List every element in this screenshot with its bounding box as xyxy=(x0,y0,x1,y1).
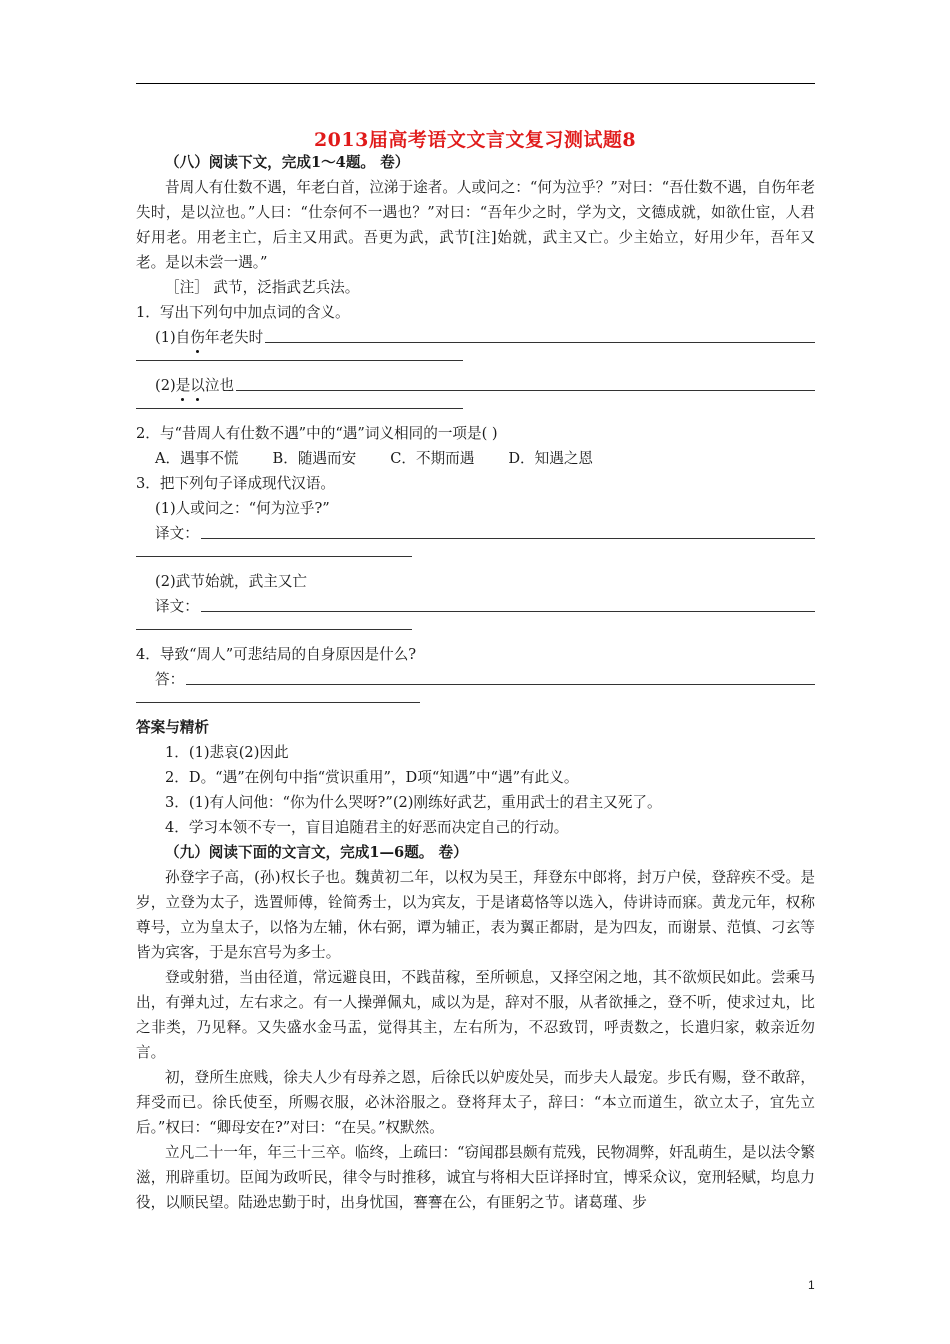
page-number: 1 xyxy=(808,1278,815,1292)
document-body xyxy=(136,150,815,1215)
question-2-stem: 2．与“昔周人有仕数不遇”中的“遇”词义相同的一项是( ) xyxy=(136,425,498,442)
question-3-item-1: (1)人或问之：“何为泣乎?” xyxy=(155,500,330,517)
section9-paragraph-4: 立凡二十一年，年三十三卒。临终，上疏曰：“窃闻郡县颇有荒残，民物凋弊，奸乱萌生，是以法令繁滋，刑辟重切。臣闻为政听民，律令与时推移，诚宜与将相大臣详择时宜，博采众议，宽刑轻赋，均息力役，以顺民望。陆逊忠勤于时，出身忧国，謇謇在公，有匪躬之节。诸葛瑾、步 xyxy=(136,1144,815,1211)
question-1-item-1 xyxy=(136,325,815,350)
q1-item1-text: (1)自伤年老失时 xyxy=(155,325,263,350)
question-3-translation-1 xyxy=(136,521,815,546)
emphasis-dot-char: 是 xyxy=(176,373,191,398)
answer-blank-line[interactable] xyxy=(265,327,815,343)
question-4-stem: 4．导致“周人”可悲结局的自身原因是什么? xyxy=(136,646,417,663)
section9-paragraph-1: 孙登字子高，(孙)权长子也。魏黄初二年，以权为吴王，拜登东中郎将，封万户侯，登辞疾不受。是岁，立登为太子，选置师傅，铨简秀士，以为宾友，于是诸葛恪等以选入，侍讲诗而寐。黄龙元年，权称尊号，立为皇太子，以恪为左辅，休右弼，谭为辅正，表为翼正都尉，是为四友，而谢景、范慎、刁玄等皆为宾客，于是东宫号为多士。 xyxy=(136,869,815,961)
question-3-stem: 3．把下列句子译成现代汉语。 xyxy=(136,475,336,492)
translation-label: 译文： xyxy=(155,525,199,542)
answer-blank-line[interactable] xyxy=(201,596,815,612)
q1-item2-text: (2)是以泣也 xyxy=(155,373,234,398)
emphasis-dot-char: 以 xyxy=(190,373,205,398)
answers-heading: 答案与精析 xyxy=(136,719,209,736)
document-title: 2013届高考语文文言文复习测试题8 xyxy=(313,129,637,151)
question-2-options xyxy=(136,446,815,471)
option-d[interactable]: D．知遇之恩 xyxy=(508,450,594,467)
section8-note: ［注］ 武节，泛指武艺兵法。 xyxy=(165,279,360,296)
answer-label: 答： xyxy=(155,671,185,688)
section9-heading: （九）阅读下面的文言文，完成1—6题。 卷） xyxy=(165,844,468,861)
answer-blank-line-continued[interactable] xyxy=(136,692,420,703)
translation-label: 译文： xyxy=(155,598,199,615)
emphasis-dot-char: 伤 xyxy=(190,325,205,350)
answer-1: 1．(1)悲哀(2)因此 xyxy=(165,744,289,761)
section8-passage: 昔周人有仕数不遇，年老白首，泣涕于途者。人或问之：“何为泣乎？”对曰：“吾仕数不遇，自伤年老失时，是以泣也。”人曰：“仕奈何不一遇也？”对曰：“吾年少之时，学为文，文德成就，如欲仕宦，人君好用老。用老主亡，后主又用武。吾更为武，武节[注]始就，武主又亡。少主始立，好用少年，吾年又老。是以未尝一遇。” xyxy=(136,179,815,271)
header-rule xyxy=(136,83,815,84)
question-3-item-2: (2)武节始就，武主又亡 xyxy=(155,573,308,590)
question-1-item-2 xyxy=(136,373,815,398)
answer-blank-line-continued[interactable] xyxy=(136,619,412,630)
answer-blank-line-continued[interactable] xyxy=(136,398,463,409)
answer-blank-line-continued[interactable] xyxy=(136,350,463,361)
section9-paragraph-2: 登或射猎，当由径道，常远避良田，不践苗稼，至所顿息，又择空闲之地，其不欲烦民如此。尝乘马出，有弹丸过，左右求之。有一人操弹佩丸，咸以为是，辞对不服，从者欲捶之，登不听，使求过丸，比之非类，乃见释。又失盛水金马盂，觉得其主，左右所为，不忍致罚，呼责数之，长遣归家，敕亲近勿言。 xyxy=(136,969,815,1061)
answer-3: 3．(1)有人问他：“你为什么哭呀?”(2)刚练好武艺，重用武士的君主又死了。 xyxy=(165,794,662,811)
option-c[interactable]: C．不期而遇 xyxy=(390,450,475,467)
section9-paragraph-3: 初，登所生庶贱，徐夫人少有母养之恩，后徐氏以妒废处吴，而步夫人最宠。步氏有赐，登不敢辞，拜受而已。徐氏使至，所赐衣服，必沐浴服之。登将拜太子，辞曰：“本立而道生，欲立太子，宜先立后。”权曰：“卿母安在?”对曰：“在吴。”权默然。 xyxy=(136,1069,815,1136)
answer-blank-line[interactable] xyxy=(186,669,815,685)
question-3-translation-2 xyxy=(136,594,815,619)
answer-4: 4．学习本领不专一，盲目追随君主的好恶而决定自己的行动。 xyxy=(165,819,569,836)
question-4-answer xyxy=(136,667,815,692)
question-1-stem: 1．写出下列句中加点词的含义。 xyxy=(136,304,350,321)
answer-blank-line-continued[interactable] xyxy=(136,546,412,557)
section8-heading: （八）阅读下文，完成1～4题。 卷） xyxy=(165,154,410,171)
option-b[interactable]: B．随遇而安 xyxy=(272,450,357,467)
option-a[interactable]: A．遇事不慌 xyxy=(155,450,239,467)
answer-blank-line[interactable] xyxy=(201,523,815,539)
answer-2: 2．D。“遇”在例句中指“赏识重用”，D项“知遇”中“遇”有此义。 xyxy=(165,769,579,786)
answer-blank-line[interactable] xyxy=(236,375,815,391)
